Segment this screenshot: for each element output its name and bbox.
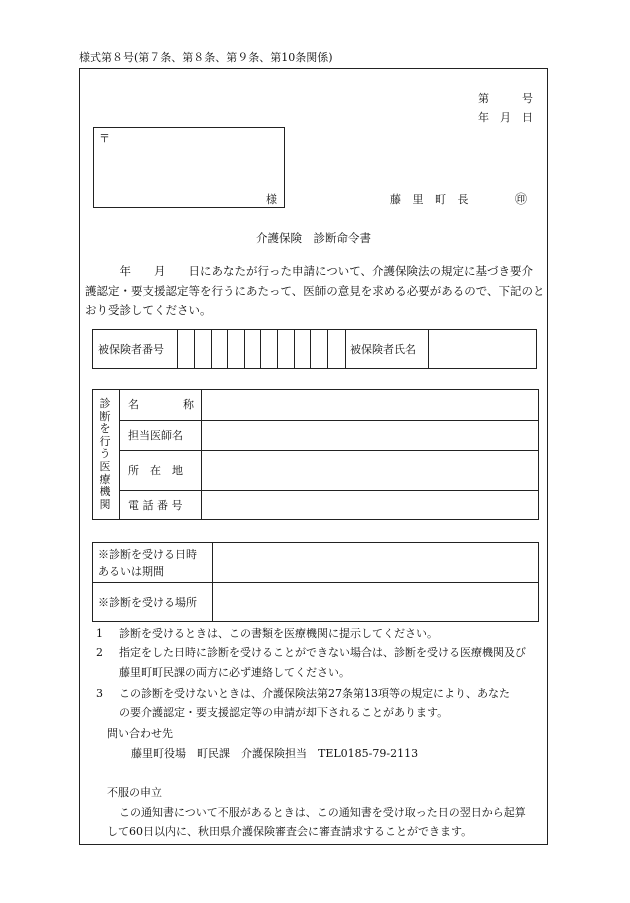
- insured-digit-divider: [177, 329, 178, 369]
- institution-side-label: 診 断 を 行 う 医 療 機 関: [99, 397, 111, 511]
- phone-label: 電 話 番 号: [128, 499, 183, 512]
- institution-side-divider: [119, 389, 120, 520]
- insured-digit-divider: [277, 329, 278, 369]
- schedule-row-divider: [92, 582, 539, 583]
- form-number-label: 様式第８号(第７条、第８条、第９条、第10条関係): [79, 51, 333, 64]
- postal-mark: 〒: [99, 132, 110, 145]
- recipient-address-box: [93, 127, 285, 208]
- insured-digit-divider: [194, 329, 195, 369]
- document-date-label: 年 月 日: [478, 111, 533, 124]
- note-line: 藤里町町民課の両方に必ず連絡してください。: [119, 666, 350, 679]
- objection-heading: 不服の申立: [107, 786, 162, 799]
- insured-digit-divider: [310, 329, 311, 369]
- institution-label-divider: [201, 389, 202, 520]
- doctor-name-label: 担当医師名: [128, 429, 183, 442]
- note-line: 診断を受けるときは、この書類を医療機関に提示してください。: [119, 627, 438, 640]
- insured-number-label: 被保険者番号: [98, 343, 164, 356]
- institution-row-divider: [119, 420, 539, 421]
- insured-digit-divider: [244, 329, 245, 369]
- address-label: 所 在 地: [128, 464, 183, 477]
- objection-line: この通知書について不服があるときは、この通知書を受け取った日の翌日から起算: [119, 806, 526, 819]
- note-line: 指定をした日時に診断を受けることができない場合は、診断を受ける医療機関及び: [119, 646, 526, 659]
- insured-digit-divider: [260, 329, 261, 369]
- institution-name-label: 名 称: [128, 398, 194, 411]
- document-title: 介護保険 診断命令書: [256, 231, 371, 245]
- objection-line: して60日以内に、秋田県介護保険審査会に審査請求することができます。: [107, 825, 473, 838]
- institution-row-divider: [119, 450, 539, 451]
- insured-digit-divider: [294, 329, 295, 369]
- institution-row-divider: [119, 490, 539, 491]
- schedule-when-label: ※診断を受ける日時: [98, 548, 197, 561]
- intro-line: 護認定・要支援認定等を行うにあたって、医師の意見を求める必要があるので、下記のと: [85, 283, 545, 298]
- schedule-label-divider: [212, 542, 213, 622]
- contact-detail: 藤里町役場 町民課 介護保険担当 TEL0185-79-2113: [131, 747, 419, 760]
- document-number-label: 第 号: [478, 92, 533, 105]
- note-number: 3: [96, 687, 103, 700]
- note-number: 1: [96, 627, 103, 640]
- issuer-seal: ㊞: [515, 192, 528, 206]
- insured-digit-divider: [327, 329, 328, 369]
- insured-name-divider: [428, 329, 429, 369]
- note-line: この診断を受けないときは、介護保険法第27条第13項等の規定により、あなた: [119, 687, 510, 700]
- insured-name-label: 被保険者氏名: [350, 343, 416, 356]
- note-line: の要介護認定・要支援認定等の申請が却下されることがあります。: [119, 706, 449, 719]
- insured-digit-divider: [227, 329, 228, 369]
- contact-label: 問い合わせ先: [107, 727, 173, 740]
- recipient-honorific: 様: [266, 193, 277, 206]
- intro-paragraph: [85, 262, 547, 321]
- issuer-name: 藤 里 町 長: [390, 193, 473, 206]
- insured-digit-divider: [345, 329, 346, 369]
- insured-digit-divider: [211, 329, 212, 369]
- intro-line: 年 月 日にあなたが行った申請について、介護保険法の規定に基づき要介: [85, 264, 534, 278]
- schedule-where-label: ※診断を受ける場所: [98, 596, 197, 609]
- note-number: 2: [96, 646, 103, 659]
- intro-line: おり受診してください。: [85, 303, 212, 317]
- schedule-when-label-2: あるいは期間: [98, 565, 164, 578]
